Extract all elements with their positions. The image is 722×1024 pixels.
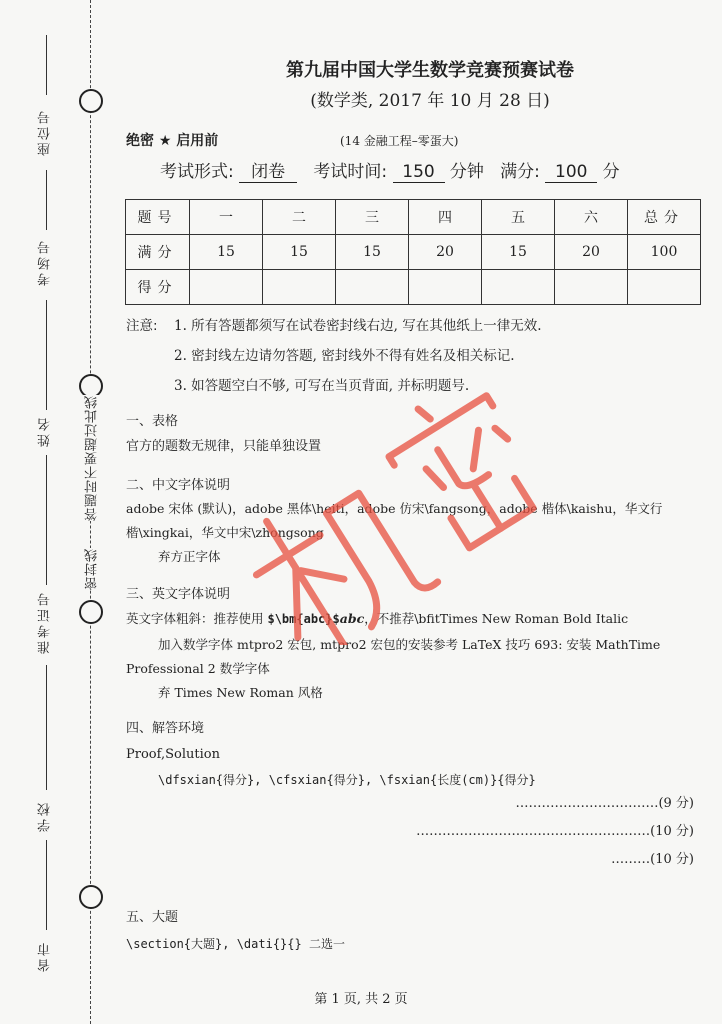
binding-hole-icon: [79, 885, 103, 909]
section-text: 加入数学字体 mtpro2 宏包, mtpro2 宏包的安装参考 LaTeX 技巧 693: 安装 MathTime: [158, 637, 661, 652]
table-header-cell: 题号: [126, 200, 190, 235]
table-row: [126, 270, 701, 305]
room-number-label: 考场号: [38, 238, 53, 286]
full-score-cell: 100: [628, 235, 701, 270]
score-dots-line: [611, 848, 694, 867]
note-item: 3. 如答题空白不够, 可写在当页背面, 并标明题号.: [174, 378, 470, 394]
admission-number-label: 准考证号: [38, 590, 53, 654]
full-score-cell: 15: [482, 235, 555, 270]
got-score-label: 得分: [126, 270, 190, 305]
section-text: [126, 608, 628, 630]
section-heading: 一、表格: [126, 414, 179, 429]
province-label: 省市: [38, 940, 53, 972]
secret-label: 绝密: [126, 133, 154, 149]
section-text: 楷\xingkai，华文中宋\zhongsong: [126, 525, 324, 540]
table-header-cell: 总分: [628, 200, 701, 235]
seal-line-label: 密封线: [85, 548, 100, 590]
section-text: Proof,Solution: [126, 747, 220, 762]
got-score-cell[interactable]: [263, 270, 336, 305]
points-label: (10 分): [650, 852, 694, 867]
exam-form-value: 闭卷: [239, 157, 297, 183]
section-text: Professional 2 数学字体: [126, 661, 270, 676]
exam-info: [160, 157, 620, 183]
note-item: 2. 密封线左边请勿答题, 密封线外不得有姓名及相关标记.: [174, 348, 515, 364]
exam-time-unit: 分钟: [449, 162, 484, 182]
got-score-cell[interactable]: [628, 270, 701, 305]
score-dots-line: [515, 792, 694, 811]
got-score-cell[interactable]: [409, 270, 482, 305]
binding-hole-icon: [79, 600, 103, 624]
full-score-label: 满分: [126, 235, 190, 270]
note-item: 1. 所有答题都须写在试卷密封线右边, 写在其他纸上一律无效.: [174, 318, 542, 334]
section-heading: 三、英文字体说明: [126, 587, 231, 602]
secret-mark: [126, 130, 218, 150]
command-line: \dfsxian{得分}, \cfsxian{得分}, \fsxian{长度(cm)}{得分}: [158, 773, 536, 787]
leader-dots: ………: [611, 852, 651, 867]
got-score-cell[interactable]: [190, 270, 263, 305]
margin-fill-line: [46, 455, 47, 585]
exam-score-unit: 分: [602, 162, 620, 182]
leader-dots: ………………………………………………: [416, 824, 651, 839]
exam-time-value: 150: [393, 162, 445, 183]
table-header-cell: 六: [555, 200, 628, 235]
full-score-cell: 20: [409, 235, 482, 270]
got-score-cell[interactable]: [555, 270, 628, 305]
full-score-cell: 20: [555, 235, 628, 270]
points-label: (10 分): [650, 824, 694, 839]
leader-dots: ……………………………: [515, 796, 659, 811]
margin-fill-line: [46, 35, 47, 95]
margin-fill-line: [46, 840, 47, 930]
table-header-cell: 三: [336, 200, 409, 235]
bold-italic-note: ，不推荐\bfitTimes New Roman Bold Italic: [364, 611, 629, 626]
command-line: \section{大题}, \dati{}{} 二选一: [126, 937, 345, 951]
margin-fill-line: [46, 170, 47, 230]
table-header-cell: 二: [263, 200, 336, 235]
table-row: [126, 235, 701, 270]
margin-fill-line: [46, 300, 47, 410]
section-text: 官方的题数无规律，只能单独设置: [126, 439, 322, 454]
department-note: (14 金融工程–零蛋大): [340, 134, 459, 148]
full-score-cell: 15: [336, 235, 409, 270]
full-score-cell: 15: [190, 235, 263, 270]
table-row: [126, 200, 701, 235]
exam-time-label: 考试时间:: [313, 162, 388, 182]
score-table: [125, 199, 701, 305]
table-header-cell: 四: [409, 200, 482, 235]
bold-italic-sample: abc: [339, 611, 365, 626]
section-text: 弃方正字体: [158, 549, 221, 564]
section-text: 弃 Times New Roman 风格: [158, 685, 323, 700]
table-header-cell: 一: [190, 200, 263, 235]
exam-score-value: 100: [545, 162, 597, 183]
full-score-cell: 15: [263, 235, 336, 270]
exam-score-label: 满分:: [500, 162, 540, 182]
margin-notice: 答题时不要超过此线: [85, 395, 100, 521]
exam-form-label: 考试形式:: [160, 162, 234, 182]
section-heading: 二、中文字体说明: [126, 478, 231, 493]
exam-title: 第九届中国大学生数学竞赛预赛试卷: [286, 60, 574, 81]
bm-command: $\bm{abc}$: [267, 612, 340, 626]
notes-prefix: 注意:: [126, 318, 158, 334]
table-header-cell: 五: [482, 200, 555, 235]
got-score-cell[interactable]: [482, 270, 555, 305]
exam-subtitle: (数学类, 2017 年 10 月 28 日): [310, 91, 550, 111]
margin-fill-line: [46, 665, 47, 790]
name-label: 姓名: [38, 415, 53, 447]
section-heading: 五、大题: [126, 910, 179, 925]
star-icon: ★: [158, 133, 172, 149]
score-dots-line: [416, 820, 694, 839]
binding-hole-icon: [79, 89, 103, 113]
got-score-cell[interactable]: [336, 270, 409, 305]
section-heading: 四、解答环境: [126, 721, 205, 736]
bold-italic-intro: 英文字体粗斜：推荐使用: [126, 611, 268, 626]
seat-number-label: 座位号: [38, 108, 53, 156]
school-label: 学校: [38, 800, 53, 832]
page-footer: 第 1 页, 共 2 页: [314, 992, 408, 1007]
before-use-label: 启用前: [176, 133, 219, 149]
points-label: (9 分): [658, 796, 694, 811]
section-text: adobe 宋体 (默认)，adobe 黑体\heiti，adobe 仿宋\fangsong，adobe 楷体\kaishu，华文行: [126, 501, 663, 516]
